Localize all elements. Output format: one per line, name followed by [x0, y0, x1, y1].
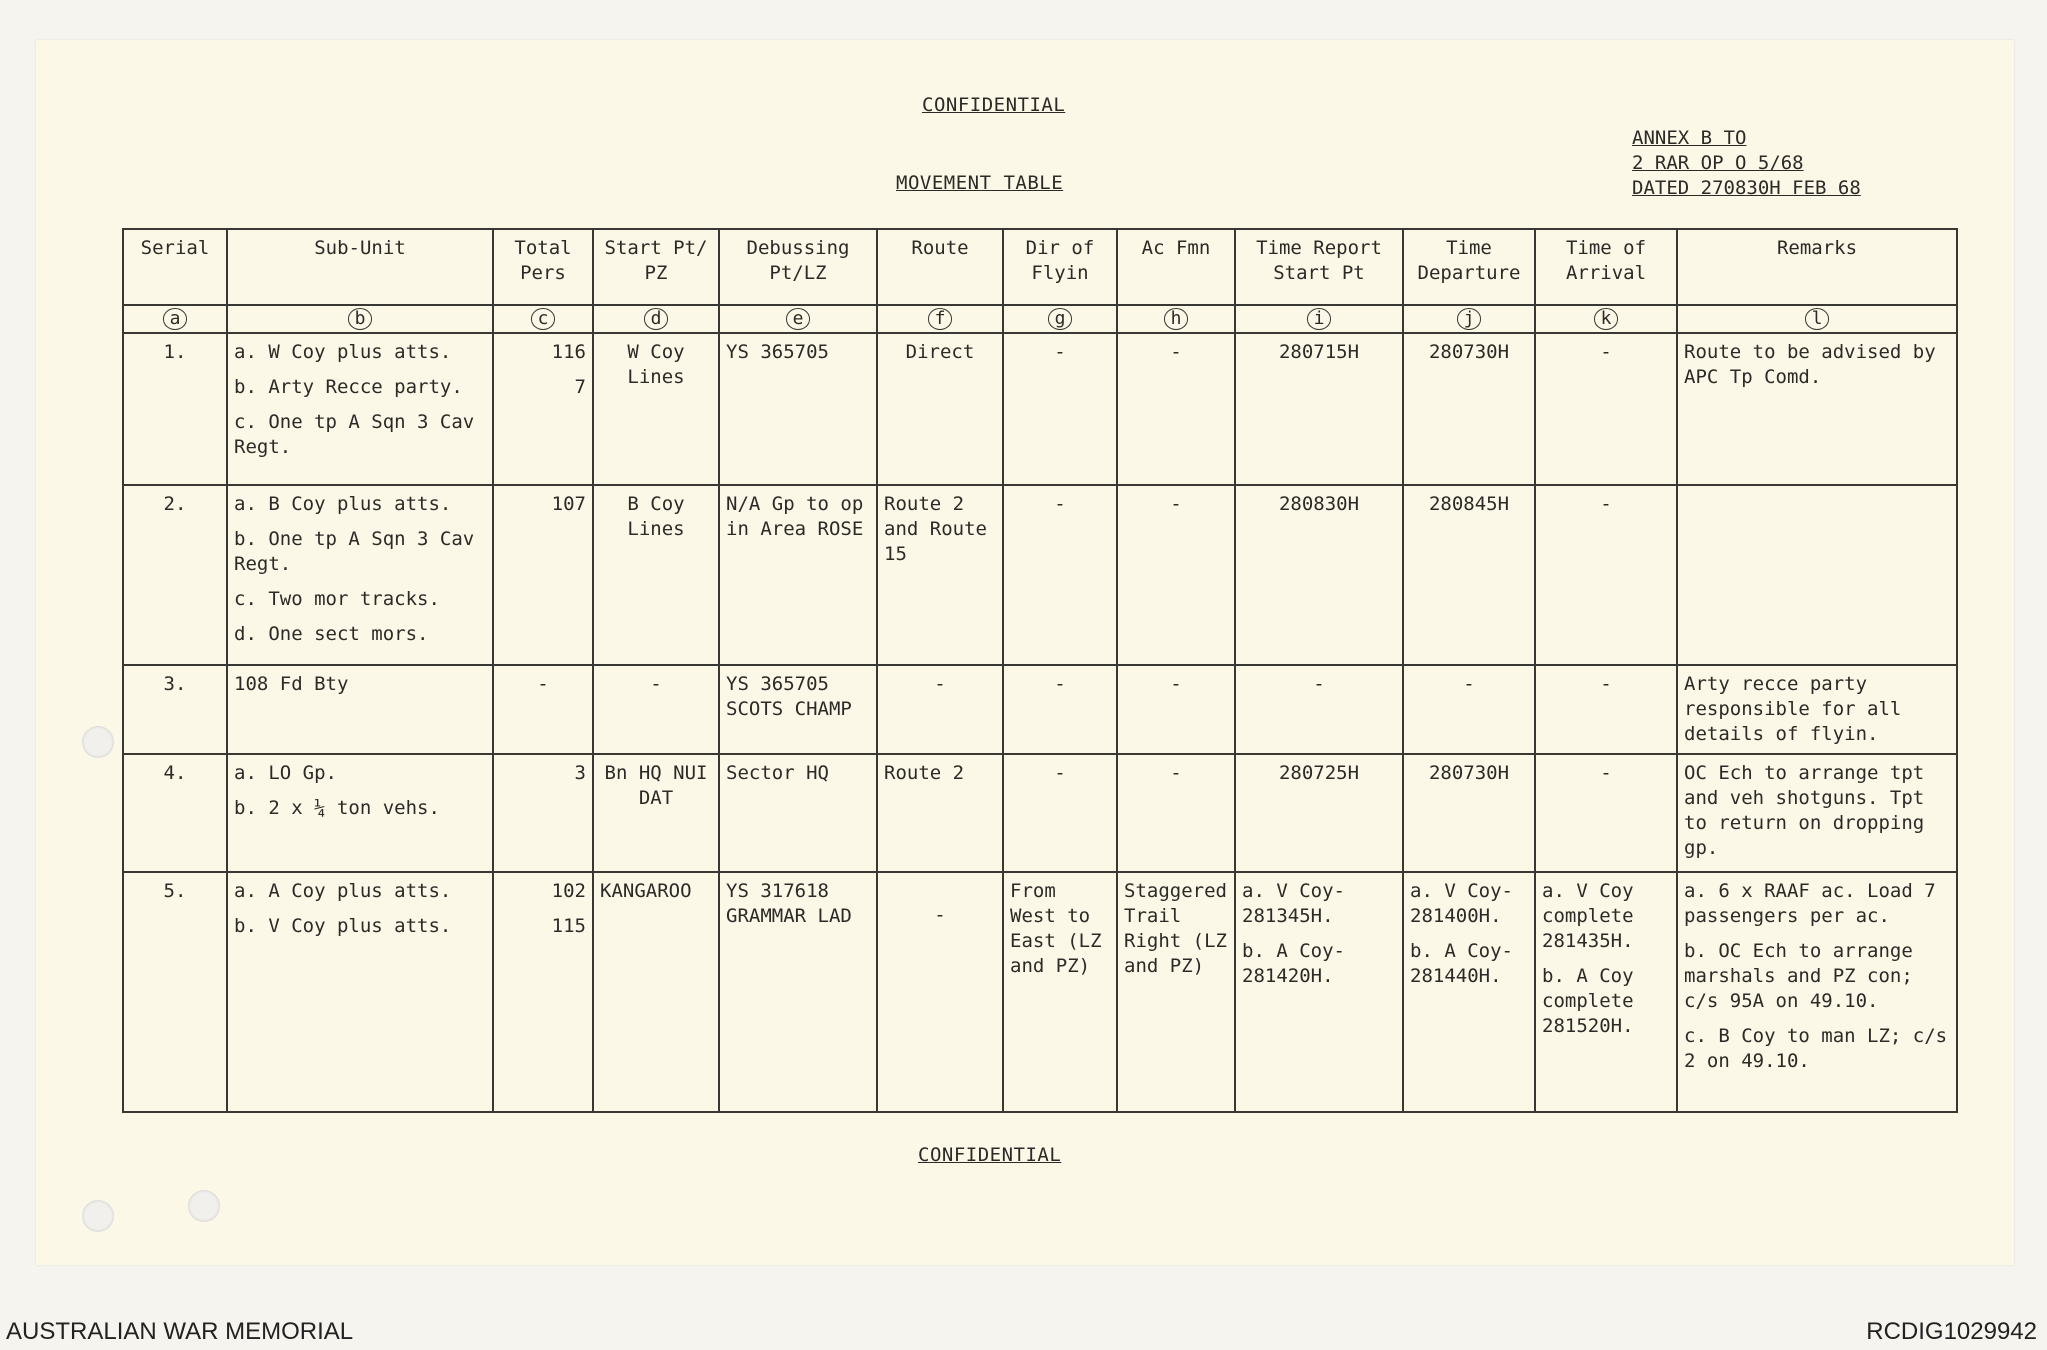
sub-unit-item: b. Arty Recce party.: [234, 376, 463, 398]
total-pers-cell: [493, 665, 593, 754]
sub-unit-item: c. One tp A Sqn 3 Cav Regt.: [234, 411, 475, 458]
col-letter: a: [163, 308, 188, 330]
time-report-cell: [1235, 872, 1403, 1112]
annex-reference: [1632, 126, 1861, 201]
route-cell: Route 2: [877, 754, 1003, 872]
sub-unit-cell: [227, 665, 493, 754]
sub-unit-item: a. A Coy plus atts.: [234, 880, 452, 902]
time-departure-cell: 280730H: [1403, 333, 1535, 485]
column-letter-row: [123, 305, 1957, 333]
col-header: Time Departure: [1403, 229, 1535, 305]
time-arrival-cell: -: [1535, 333, 1677, 485]
remarks-cell: [1677, 665, 1957, 754]
serial-cell: 2.: [123, 485, 227, 665]
ac-fmn-cell: -: [1117, 665, 1235, 754]
col-letter-cell: [1117, 305, 1235, 333]
time-departure-cell: 280845H: [1403, 485, 1535, 665]
movement-table: [122, 228, 1958, 1113]
col-letter: g: [1048, 308, 1073, 330]
col-header: Time Report Start Pt: [1235, 229, 1403, 305]
start-pt-cell: W Coy Lines: [593, 333, 719, 485]
remarks-cell: [1677, 485, 1957, 665]
time-report-cell: 280725H: [1235, 754, 1403, 872]
route-cell: -: [877, 872, 1003, 1112]
sub-unit-item: c. Two mor tracks.: [234, 588, 440, 610]
serial-cell: 3.: [123, 665, 227, 754]
ac-fmn-cell: -: [1117, 754, 1235, 872]
dir-flyin-cell: -: [1003, 665, 1117, 754]
route-cell: Direct: [877, 333, 1003, 485]
dir-flyin-cell: From West to East (LZ and PZ): [1003, 872, 1117, 1112]
sub-unit-item: 108 Fd Bty: [234, 673, 349, 695]
serial-cell: 4.: [123, 754, 227, 872]
start-pt-cell: -: [593, 665, 719, 754]
remarks-cell: [1677, 754, 1957, 872]
archive-credit: AUSTRALIAN WAR MEMORIAL: [6, 1318, 354, 1345]
col-header: Debussing Pt/LZ: [719, 229, 877, 305]
start-pt-cell: Bn HQ NUI DAT: [593, 754, 719, 872]
col-header: Remarks: [1677, 229, 1957, 305]
time-arrival-cell: [1535, 872, 1677, 1112]
col-letter-cell: [123, 305, 227, 333]
time-report-item: b. A Coy-281420H.: [1242, 940, 1345, 987]
time-report-cell: 280715H: [1235, 333, 1403, 485]
table-row: [123, 485, 1957, 665]
remark-item: OC Ech to arrange tpt and veh shotguns. Tpt to return on dropping gp.: [1684, 762, 1925, 859]
pers-value: 7: [574, 376, 586, 398]
col-letter: e: [786, 308, 811, 330]
table-row: [123, 754, 1957, 872]
sub-unit-item: b. One tp A Sqn 3 Cav Regt.: [234, 528, 475, 575]
pers-value: 115: [551, 915, 586, 937]
remark-item: a. 6 x RAAF ac. Load 7 passengers per ac.: [1684, 880, 1936, 927]
remarks-cell: [1677, 333, 1957, 485]
sub-unit-item: b. 2 x ¼ ton vehs.: [234, 797, 440, 819]
col-header: Serial: [123, 229, 227, 305]
table-row: [123, 333, 1957, 485]
page-title: MOVEMENT TABLE: [896, 172, 1064, 194]
col-letter: c: [531, 308, 556, 330]
time-arrival-cell: -: [1535, 754, 1677, 872]
col-letter-cell: [593, 305, 719, 333]
dir-flyin-cell: -: [1003, 485, 1117, 665]
time-arrival-item: b. A Coy complete 281520H.: [1542, 965, 1634, 1037]
time-departure-cell: -: [1403, 665, 1535, 754]
remark-item: Arty recce party responsible for all details of flyin.: [1684, 673, 1902, 745]
dir-flyin-cell: -: [1003, 754, 1117, 872]
sub-unit-item: b. V Coy plus atts.: [234, 915, 452, 937]
ac-fmn-cell: -: [1117, 333, 1235, 485]
pers-value: 116: [551, 341, 586, 363]
pers-value: 107: [551, 493, 586, 515]
col-header: Start Pt/ PZ: [593, 229, 719, 305]
time-arrival-cell: -: [1535, 485, 1677, 665]
table-row: [123, 665, 1957, 754]
pers-value: -: [537, 673, 549, 695]
col-header: Sub-Unit: [227, 229, 493, 305]
col-letter: h: [1164, 308, 1189, 330]
col-letter: j: [1457, 308, 1482, 330]
col-letter: f: [928, 308, 953, 330]
time-departure-item: a. V Coy-281400H.: [1410, 880, 1513, 927]
sub-unit-item: d. One sect mors.: [234, 623, 429, 645]
col-letter-cell: [1403, 305, 1535, 333]
col-header: Time of Arrival: [1535, 229, 1677, 305]
punch-hole: [82, 726, 114, 758]
pers-value: 3: [574, 762, 586, 784]
sub-unit-cell: [227, 754, 493, 872]
debussing-cell: YS 365705: [719, 333, 877, 485]
debussing-cell: N/A Gp to op in Area ROSE: [719, 485, 877, 665]
col-header: Dir of Flyin: [1003, 229, 1117, 305]
serial-cell: 1.: [123, 333, 227, 485]
debussing-cell: YS 365705 SCOTS CHAMP: [719, 665, 877, 754]
time-report-cell: -: [1235, 665, 1403, 754]
header-row: [123, 229, 1957, 305]
annex-line: 2 RAR OP O 5/68: [1632, 152, 1804, 174]
remark-item: Route to be advised by APC Tp Comd.: [1684, 341, 1936, 388]
sub-unit-item: a. W Coy plus atts.: [234, 341, 452, 363]
serial-cell: 5.: [123, 872, 227, 1112]
total-pers-cell: [493, 485, 593, 665]
col-letter-cell: [1235, 305, 1403, 333]
total-pers-cell: [493, 872, 593, 1112]
col-letter-cell: [1677, 305, 1957, 333]
col-letter: k: [1594, 308, 1619, 330]
annex-line: ANNEX B TO: [1632, 127, 1747, 149]
table-row: [123, 872, 1957, 1112]
col-letter: b: [348, 308, 373, 330]
col-header: Ac Fmn: [1117, 229, 1235, 305]
remark-item: b. OC Ech to arrange marshals and PZ con; c/s 95A on 49.10.: [1684, 940, 1913, 1012]
col-letter-cell: [1535, 305, 1677, 333]
col-header: Route: [877, 229, 1003, 305]
time-arrival-cell: -: [1535, 665, 1677, 754]
debussing-cell: YS 317618 GRAMMAR LAD: [719, 872, 877, 1112]
time-departure-cell: 280730H: [1403, 754, 1535, 872]
route-cell: -: [877, 665, 1003, 754]
annex-line: DATED 270830H FEB 68: [1632, 177, 1861, 199]
time-departure-cell: [1403, 872, 1535, 1112]
route-cell: Route 2 and Route 15: [877, 485, 1003, 665]
time-report-cell: 280830H: [1235, 485, 1403, 665]
sub-unit-item: a. LO Gp.: [234, 762, 337, 784]
col-letter: i: [1307, 308, 1332, 330]
col-letter-cell: [227, 305, 493, 333]
start-pt-cell: KANGAROO: [593, 872, 719, 1112]
ac-fmn-cell: -: [1117, 485, 1235, 665]
punch-hole: [188, 1190, 220, 1222]
ac-fmn-cell: Staggered Trail Right (LZ and PZ): [1117, 872, 1235, 1112]
remark-item: c. B Coy to man LZ; c/s 2 on 49.10.: [1684, 1025, 1948, 1072]
col-letter-cell: [1003, 305, 1117, 333]
classification-top: CONFIDENTIAL: [922, 94, 1066, 116]
sub-unit-item: a. B Coy plus atts.: [234, 493, 452, 515]
total-pers-cell: [493, 754, 593, 872]
col-letter: l: [1805, 308, 1830, 330]
pers-value: 102: [551, 880, 586, 902]
remarks-cell: [1677, 872, 1957, 1112]
col-letter-cell: [719, 305, 877, 333]
archive-id: RCDIG1029942: [1866, 1318, 2037, 1345]
sub-unit-cell: [227, 485, 493, 665]
time-departure-item: b. A Coy-281440H.: [1410, 940, 1513, 987]
col-letter-cell: [877, 305, 1003, 333]
debussing-cell: Sector HQ: [719, 754, 877, 872]
sub-unit-cell: [227, 333, 493, 485]
col-letter-cell: [493, 305, 593, 333]
sub-unit-cell: [227, 872, 493, 1112]
time-report-item: a. V Coy-281345H.: [1242, 880, 1345, 927]
col-header: Total Pers: [493, 229, 593, 305]
start-pt-cell: B Coy Lines: [593, 485, 719, 665]
col-letter: d: [644, 308, 669, 330]
dir-flyin-cell: -: [1003, 333, 1117, 485]
total-pers-cell: [493, 333, 593, 485]
time-arrival-item: a. V Coy complete 281435H.: [1542, 880, 1634, 952]
punch-hole: [82, 1200, 114, 1232]
classification-bottom: CONFIDENTIAL: [918, 1144, 1062, 1166]
